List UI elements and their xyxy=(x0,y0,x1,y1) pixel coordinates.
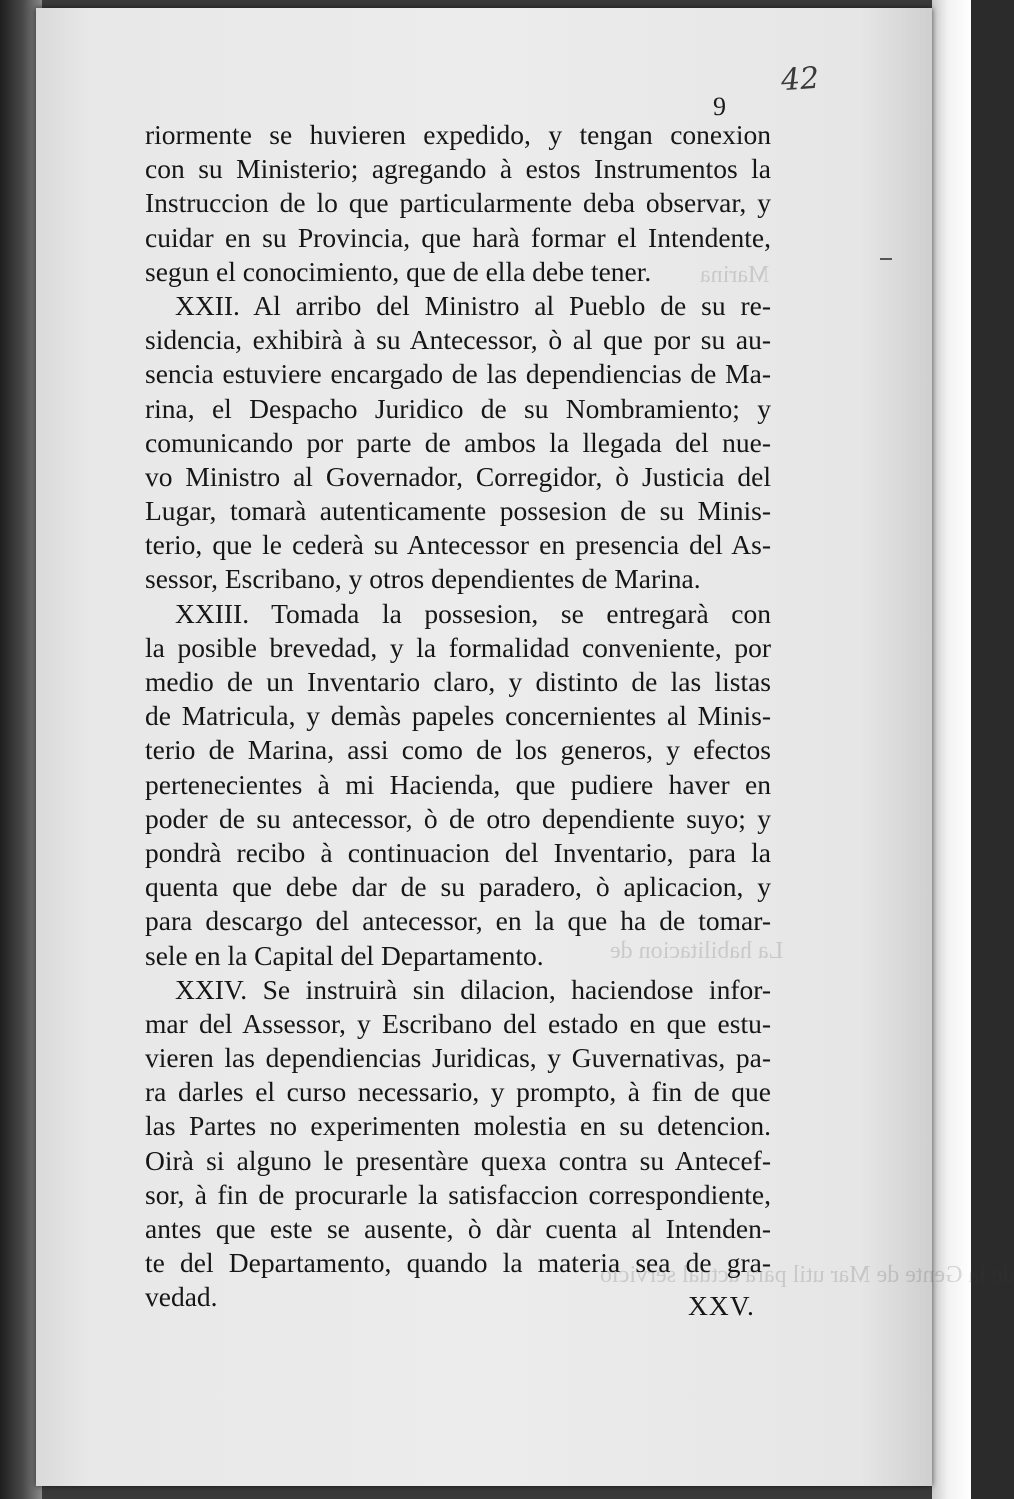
text-line: la posible brevedad, y la formalidad conveniente, por xyxy=(145,631,771,663)
article-heading-line: XXII. Al arribo del Ministro al Pueblo de su re- xyxy=(175,289,771,321)
text-line: segun el conocimiento, que de ella debe tener. xyxy=(145,255,652,287)
page-number: 9 xyxy=(713,92,726,121)
text-line: terio de Marina, assi como de los generos, y efectos xyxy=(145,734,771,766)
folio-number: 42 xyxy=(779,60,821,99)
text-line: vedad. xyxy=(145,1281,218,1313)
text-line: sor, à fin de procurarle la satisfaccion correspondiente, xyxy=(145,1178,771,1210)
body-text xyxy=(145,118,771,1315)
text-line: pondrà recibo à continuacion del Inventario, para la xyxy=(145,836,771,868)
article-heading-line: XXIV. Se instruirà sin dilacion, haciendose infor- xyxy=(175,973,771,1005)
text-line: medio de un Inventario claro, y distinto de las listas xyxy=(145,666,771,697)
text-line: antes que este se ausente, ò dàr cuenta al Intenden- xyxy=(145,1213,771,1244)
text-line: sessor, Escribano, y otros dependientes de Marina. xyxy=(145,563,701,595)
bleed-through-text: de la Gente de Mar util para actual servicio xyxy=(600,1262,1014,1288)
text-line: Instruccion de lo que particularmente deba observar, y xyxy=(145,187,771,219)
text-line: sencia estuviere encargado de las dependiencias de Ma- xyxy=(145,358,771,390)
text-line: riormente se huvieren expedido, y tengan conexion xyxy=(145,119,771,150)
text-line: con su Ministerio; agregando à estos Instrumentos la xyxy=(145,153,771,185)
text-line: vieren las dependiencias Juridicas, y Guvernativas, pa- xyxy=(145,1042,771,1074)
text-line: Lugar, tomarà autenticamente possesion de su Minis- xyxy=(145,495,771,527)
text-line: ra darles el curso necessario, y prompto, à fin de que xyxy=(145,1076,771,1108)
text-line: comunicando por parte de ambos la llegada del nue- xyxy=(145,426,771,458)
text-line: rina, el Despacho Juridico de su Nombramiento; y xyxy=(145,392,771,424)
bleed-through-text: Marina xyxy=(700,262,770,288)
text-line: poder de su antecessor, ò de otro dependiente suyo; y xyxy=(145,802,771,834)
text-line: Oirà si alguno le presentàre quexa contra su Antecef- xyxy=(145,1144,771,1176)
text-line: cuidar en su Provincia, que harà formar el Intendente, xyxy=(145,221,771,253)
margin-mark xyxy=(880,258,892,260)
text-line: terio, que le cederà su Antecessor en presencia del As- xyxy=(145,529,771,561)
bleed-through-text: La habilitacion de xyxy=(610,938,784,964)
text-line: sidencia, exhibirà à su Antecessor, ò al que por su au- xyxy=(145,324,771,356)
text-line: para descargo del antecessor, en la que ha de tomar- xyxy=(145,905,771,937)
text-line: quenta que debe dar de su paradero, ò aplicacion, y xyxy=(145,871,771,903)
text-line: pertenecientes à mi Hacienda, que pudiere haver en xyxy=(145,768,771,800)
text-line: vo Ministro al Governador, Corregidor, ò Justicia del xyxy=(145,460,771,492)
text-line: de Matricula, y demàs papeles concernientes al Minis- xyxy=(145,700,771,732)
catchword: XXV. xyxy=(688,1290,755,1321)
text-line: te del Departamento, quando la materia sea de gra- xyxy=(145,1247,771,1279)
article-heading-line: XXIII. Tomada la possesion, se entregarà con xyxy=(175,597,771,629)
text-line: sele en la Capital del Departamento. xyxy=(145,939,544,971)
text-line: las Partes no experimenten molestia en su detencion. xyxy=(145,1110,771,1142)
text-line: mar del Assessor, y Escribano del estado en que estu- xyxy=(145,1007,771,1039)
